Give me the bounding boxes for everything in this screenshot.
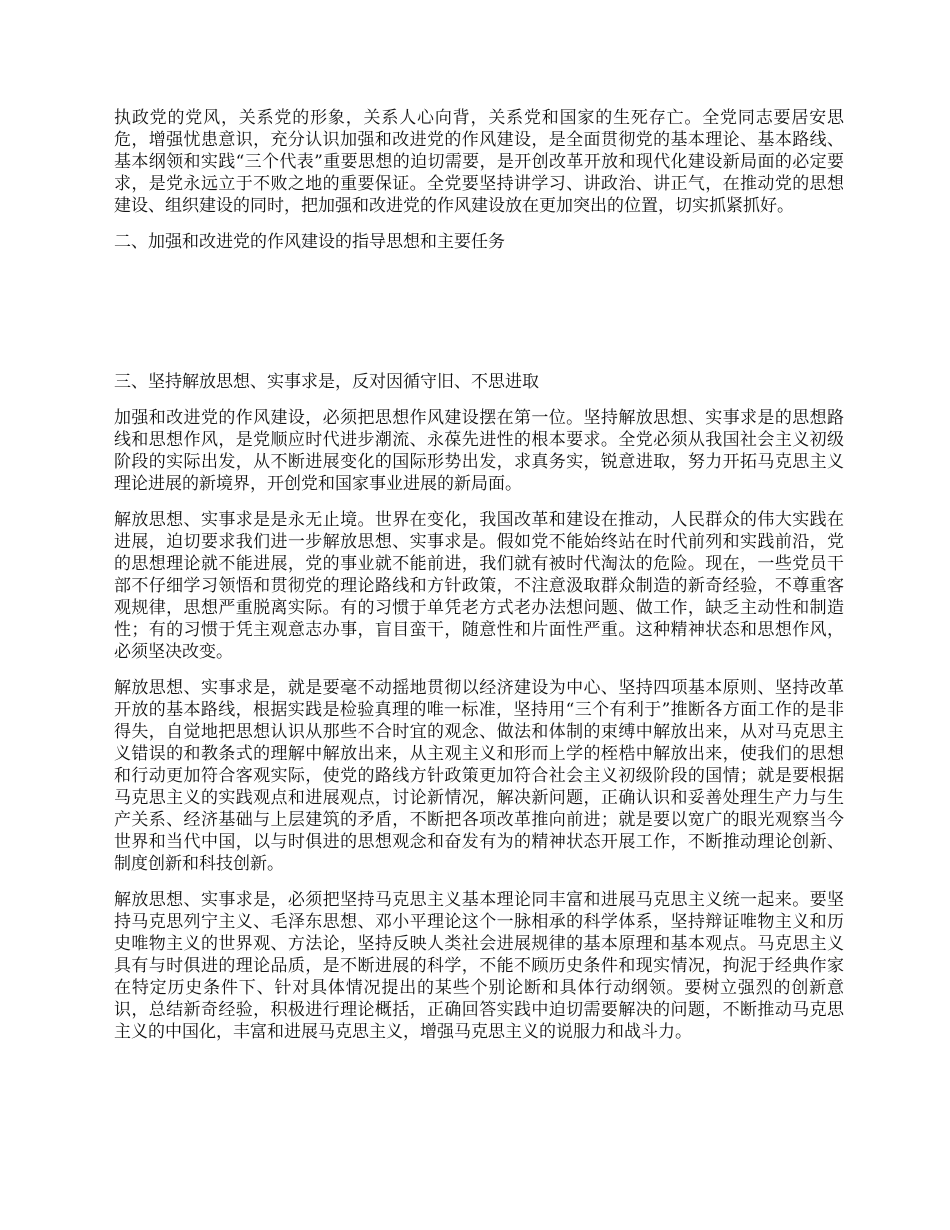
section-heading-2: 二、加强和改进党的作风建设的指导思想和主要任务 — [114, 232, 505, 252]
paragraph-party-style: 执政党的党风，关系党的形象，关系人心向背，关系党和国家的生死存亡。全党同志要居安思危，增强忧患意识，充分认识加强和改进党的作风建设，是全面贯彻党的基本理论、基本路线、基本纲领和实践“三个代表”重要思想的迫切需要，是开创改革开放和现代化建设新局面的必定要求，是党永远立于不败之地的重要保证。全党要坚持讲学习、讲政治、讲正气，在推动党的思想建设、组织建设的同时，把加强和改进党的作风建设放在更加突出的位置，切实抓紧抓好。 — [114, 108, 844, 216]
paragraph-thought-style: 加强和改进党的作风建设，必须把思想作风建设摆在第一位。坚持解放思想、实事求是的思想路线和思想作风，是党顺应时代进步潮流、永葆先进性的根本要求。全党必须从我国社会主义初级阶段的实际出发，从不断进展变化的国际形势出发，求真务实，锐意进取，努力开拓马克思主义理论进展的新境界，开创党和国家事业进展的新局面。 — [114, 408, 844, 494]
paragraph-never-ending: 解放思想、实事求是是永无止境。世界在变化，我国改革和建设在推动，人民群众的伟大实践在进展，迫切要求我们进一步解放思想、实事求是。假如党不能始终站在时代前列和实践前沿，党的思想理论就不能进展，党的事业就不能前进，我们就有被时代淘汰的危险。现在，一些党员干部不仔细学习领悟和贯彻党的理论路线和方针政策，不注意汲取群众制造的新奇经验，不尊重客观规律，思想严重脱离实际。有的习惯于单凭老方式老办法想问题、做工作，缺乏主动性和制造性；有的习惯于凭主观意志办事，盲目蛮干，随意性和片面性严重。这种精神状态和思想作风，必须坚决改变。 — [114, 510, 844, 662]
paragraph-marxism: 解放思想、实事求是，必须把坚持马克思主义基本理论同丰富和进展马克思主义统一起来。要坚持马克思列宁主义、毛泽东思想、邓小平理论这个一脉相承的科学体系，坚持辩证唯物主义和历史唯物主义的世界观、方法论，坚持反映人类社会进展规律的基本原理和基本观点。马克思主义具有与时俱进的理论品质，是不断进展的科学，不能不顾历史条件和现实情况，拘泥于经典作家在特定历史条件下、针对具体情况提出的某些个别论断和具体行动纲领。要树立强烈的创新意识，总结新奇经验，积极进行理论概括，正确回答实践中迫切需要解决的问题，不断推动马克思主义的中国化，丰富和进展马克思主义，增强马克思主义的说服力和战斗力。 — [114, 890, 844, 1042]
paragraph-meaning: 解放思想、实事求是，就是要毫不动摇地贯彻以经济建设为中心、坚持四项基本原则、坚持改革开放的基本路线，根据实践是检验真理的唯一标准，坚持用“三个有利于”推断各方面工作的是非得失，自觉地把思想认识从那些不合时宜的观念、做法和体制的束缚中解放出来，从对马克思主义错误的和教条式的理解中解放出来，从主观主义和形而上学的桎梏中解放出来，使我们的思想和行动更加符合客观实际，使党的路线方针政策更加符合社会主义初级阶段的国情；就是要根据马克思主义的实践观点和进展观点，讨论新情况，解决新问题，正确认识和妥善处理生产力与生产关系、经济基础与上层建筑的矛盾，不断把各项改革推向前进；就是要以宽广的眼光观察当今世界和当代中国，以与时俱进的思想观念和奋发有为的精神状态开展工作，不断推动理论创新、制度创新和科技创新。 — [114, 678, 844, 874]
document-page — [114, 107, 844, 1057]
section-heading-3: 三、坚持解放思想、实事求是，反对因循守旧、不思进取 — [114, 372, 539, 392]
blank-space — [114, 267, 844, 371]
